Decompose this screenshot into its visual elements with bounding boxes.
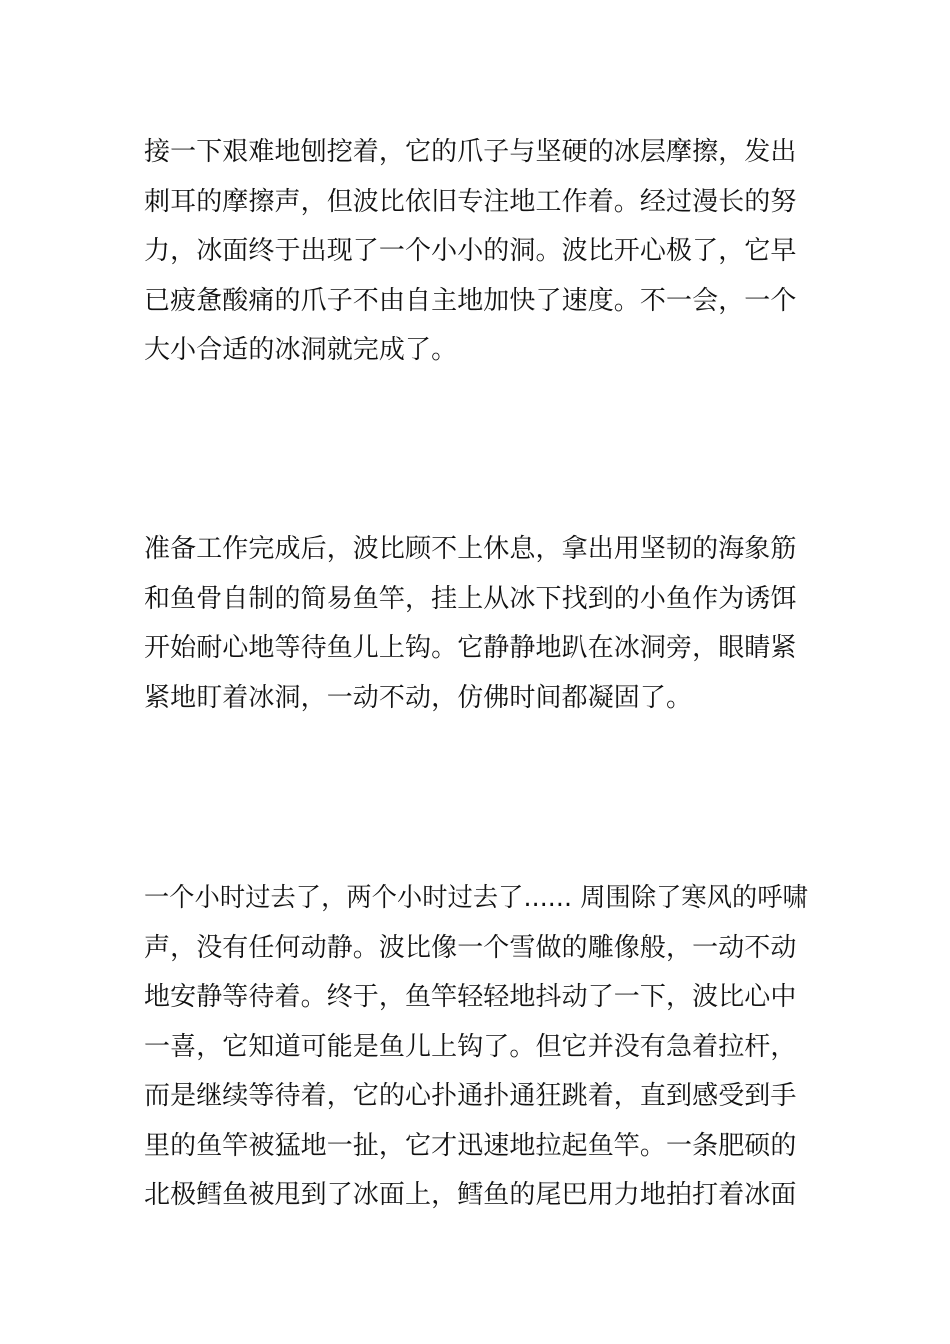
- paragraph-line: 北极鳕鱼被甩到了冰面上，鳕鱼的尾巴用力地拍打着冰面: [144, 1180, 797, 1210]
- paragraph-line: 已疲惫酸痛的爪子不由自主地加快了速度。不一会，一个: [144, 285, 797, 316]
- paragraph-line: 准备工作完成后，波比顾不上休息，拿出用坚韧的海象筋: [144, 534, 797, 564]
- paragraph-1: [144, 128, 808, 376]
- paragraph-line: 力，冰面终于出现了一个小小的洞。波比开心极了，它早: [144, 236, 797, 266]
- paragraph-line: 一喜，它知道可能是鱼儿上钩了。但它并没有急着拉杆，: [144, 1031, 797, 1062]
- paragraph-line: 一个小时过去了，两个小时过去了...... 周围除了寒风的呼啸: [144, 883, 808, 913]
- paragraph-line: 地安静等待着。终于，鱼竿轻轻地抖动了一下，波比心中: [144, 982, 797, 1012]
- paragraph-line: 声，没有任何动静。波比像一个雪做的雕像般，一动不动: [144, 932, 797, 963]
- paragraph-line: 接一下艰难地刨挖着，它的爪子与坚硬的冰层摩擦，发出: [144, 137, 797, 167]
- paragraph-line: 紧地盯着冰洞，一动不动，仿佛时间都凝固了。: [144, 682, 693, 713]
- paragraph-line: 开始耐心地等待鱼儿上钩。它静静地趴在冰洞旁，眼睛紧: [144, 633, 797, 663]
- paragraph-line: 大小合适的冰洞就完成了。: [144, 335, 458, 365]
- paragraph-3: [144, 874, 808, 1221]
- paragraph-2: [144, 525, 808, 723]
- paragraph-line: 里的鱼竿被猛地一扯，它才迅速地拉起鱼竿。一条肥硕的: [144, 1130, 797, 1161]
- paragraph-line: 刺耳的摩擦声，但波比依旧专注地工作着。经过漫长的努: [144, 186, 797, 217]
- paragraph-line: 而是继续等待着，它的心扑通扑通狂跳着，直到感受到手: [144, 1081, 797, 1111]
- paragraph-line: 和鱼骨自制的简易鱼竿，挂上从冰下找到的小鱼作为诱饵: [144, 583, 797, 614]
